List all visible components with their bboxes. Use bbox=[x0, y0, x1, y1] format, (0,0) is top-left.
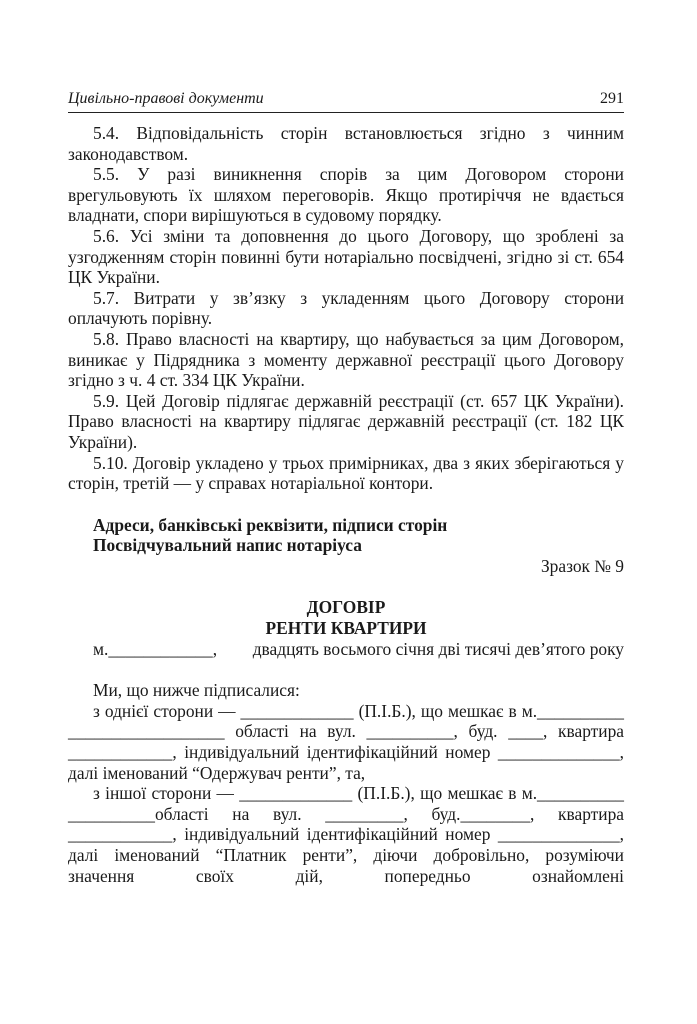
running-header bbox=[68, 90, 624, 113]
signatures-line: Адреси, банківські реквізити, підписи сторін bbox=[93, 514, 448, 535]
spacer bbox=[68, 659, 624, 680]
contract-place: м.____________, bbox=[93, 638, 218, 659]
clause-5-4: 5.4. Відповідальність сторін встановлюється згідно з чинним законодавством. bbox=[68, 123, 624, 164]
clause-5-5: 5.5. У разі виникнення спорів за цим Договором сторони врегульовують їх шляхом переговорів. Якщо протиріччя не вдається владнати, спори вирішуються в судовому порядку. bbox=[68, 164, 624, 226]
clause-5-7: 5.7. Витрати у зв’язку з укладенням цього Договору сторони оплачують порівну. bbox=[68, 287, 624, 329]
clause-5-6: 5.6. Усі зміни та доповнення до цього Договору, що зроблені за узгодженням сторін повинні бути нотаріально посвідчені, згідно зі ст. 654 ЦК України. bbox=[68, 225, 624, 288]
header-title: Цивільно-правові документи bbox=[68, 90, 264, 107]
contract-intro: Ми, що нижче підписалися: bbox=[93, 680, 300, 701]
signatures-block bbox=[68, 515, 624, 556]
contract-title bbox=[68, 597, 624, 638]
document-page bbox=[68, 90, 624, 886]
place-date-line bbox=[68, 639, 624, 660]
clause-5-10: 5.10. Договір укладено у трьох примірниках, два з яких зберігаються у сторін, третій — у справах нотаріальної контори. bbox=[68, 452, 624, 494]
contract-title-line1: ДОГОВІР bbox=[306, 597, 386, 618]
document-body bbox=[68, 123, 624, 886]
party-two: з іншої сторони — _____________ (П.І.Б.), що мешкає в м.__________ __________області на вул. _________, буд.________, квартира ____________, індивідуальний ідентифікаційний номер ______________, далі іменований “Платник ренти”, діючи добровільно, розуміючи значення своїх дій, попередньо ознайомлені bbox=[68, 783, 624, 886]
sample-label: Зразок № 9 bbox=[540, 555, 624, 576]
page-number: 291 bbox=[600, 90, 624, 107]
notary-line: Посвідчувальний напис нотаріуса bbox=[93, 535, 362, 556]
clause-5-9: 5.9. Цей Договір підлягає державній реєстрації (ст. 657 ЦК України). Право власності на квартиру підлягає державній реєстрації (ст. 182 ЦК України). bbox=[68, 390, 624, 452]
clause-5-8: 5.8. Право власності на квартиру, що набувається за цим Договором, виникає у Підрядника з моменту державної реєстрації цього Договору згідно з ч. 4 ст. 334 ЦК України. bbox=[68, 328, 624, 391]
contract-title-line2: РЕНТИ КВАРТИРИ bbox=[265, 618, 427, 639]
contract-date: двадцять восьмого січня дві тисячі дев’ятого року bbox=[252, 638, 624, 659]
party-one: з однієї сторони — _____________ (П.І.Б.), що мешкає в м.__________ __________________ області на вул. __________, буд. ____, квартира ____________, індивідуальний ідентифікаційний номер ______________, далі іменований “Одержувач ренти”, та, bbox=[68, 700, 624, 783]
